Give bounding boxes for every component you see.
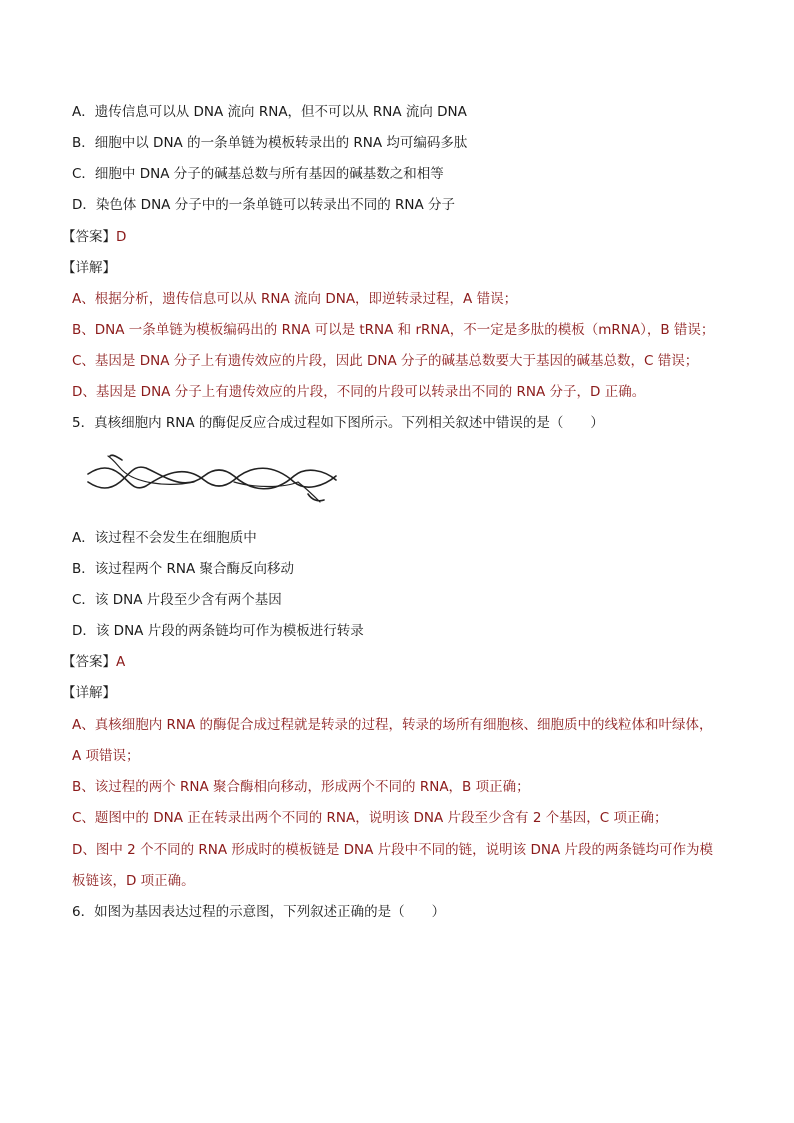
q4-explanation-a: A、根据分析，遗传信息可以从 RNA 流向 DNA，即逆转录过程，A 错误； xyxy=(72,291,518,307)
q5-explanation-c: C、题图中的 DNA 正在转录出两个不同的 RNA，说明该 DNA 片段至少含有 2 个基因，C 项正确； xyxy=(72,810,668,826)
q5-explanation-d: D、图中 2 个不同的 RNA 形成时的模板链是 DNA 片段中不同的链，说明该 DNA 片段的两条链均可作为模 xyxy=(72,842,713,858)
q4-explanation-b: B、DNA 一条单链为模板编码出的 RNA 可以是 tRNA 和 rRNA，不一定是多肽的模板（mRNA），B 错误； xyxy=(72,322,715,338)
q5-stem: 5．真核细胞内 RNA 的酶促反应合成过程如下图所示。下列相关叙述中错误的是（ ） xyxy=(72,415,604,431)
q5-option-d: D．该 DNA 片段的两条链均可作为模板进行转录 xyxy=(72,623,364,639)
q4-explanation-c: C、基因是 DNA 分子上有遗传效应的片段，因此 DNA 分子的碱基总数要大于基因的碱基总数，C 错误； xyxy=(72,353,699,369)
q5-detail-label: 【详解】 xyxy=(62,685,116,701)
q4-option-c: C．细胞中 DNA 分子的碱基总数与所有基因的碱基数之和相等 xyxy=(72,166,444,182)
q5-explanation-d-cont: 板链该，D 项正确。 xyxy=(72,873,195,889)
q5-option-a: A．该过程不会发生在细胞质中 xyxy=(72,530,257,546)
transcription-figure xyxy=(84,452,344,508)
q5-explanation-a-cont: A 项错误； xyxy=(72,748,140,764)
q4-detail-label: 【详解】 xyxy=(62,260,116,276)
q4-answer xyxy=(62,227,126,247)
answer-value: D xyxy=(116,229,127,245)
q5-option-c: C．该 DNA 片段至少含有两个基因 xyxy=(72,592,282,608)
answer-value: A xyxy=(116,654,126,670)
q4-option-a: A．遗传信息可以从 DNA 流向 RNA，但不可以从 RNA 流向 DNA xyxy=(72,104,467,120)
q5-explanation-b: B、该过程的两个 RNA 聚合酶相向移动，形成两个不同的 RNA，B 项正确； xyxy=(72,779,530,795)
q6-stem: 6．如图为基因表达过程的示意图，下列叙述正确的是（ ） xyxy=(72,904,446,920)
q5-answer xyxy=(62,652,125,672)
q4-option-b: B．细胞中以 DNA 的一条单链为模板转录出的 RNA 均可编码多肽 xyxy=(72,135,468,151)
q4-option-d: D．染色体 DNA 分子中的一条单链可以转录出不同的 RNA 分子 xyxy=(72,197,456,213)
answer-label: 【答案】 xyxy=(62,229,116,245)
answer-label: 【答案】 xyxy=(62,654,116,670)
q5-explanation-a: A、真核细胞内 RNA 的酶促合成过程就是转录的过程，转录的场所有细胞核、细胞质中的线粒体和叶绿体， xyxy=(72,717,713,733)
q4-explanation-d: D、基因是 DNA 分子上有遗传效应的片段，不同的片段可以转录出不同的 RNA 分子，D 正确。 xyxy=(72,384,646,400)
q5-option-b: B．该过程两个 RNA 聚合酶反向移动 xyxy=(72,561,295,577)
